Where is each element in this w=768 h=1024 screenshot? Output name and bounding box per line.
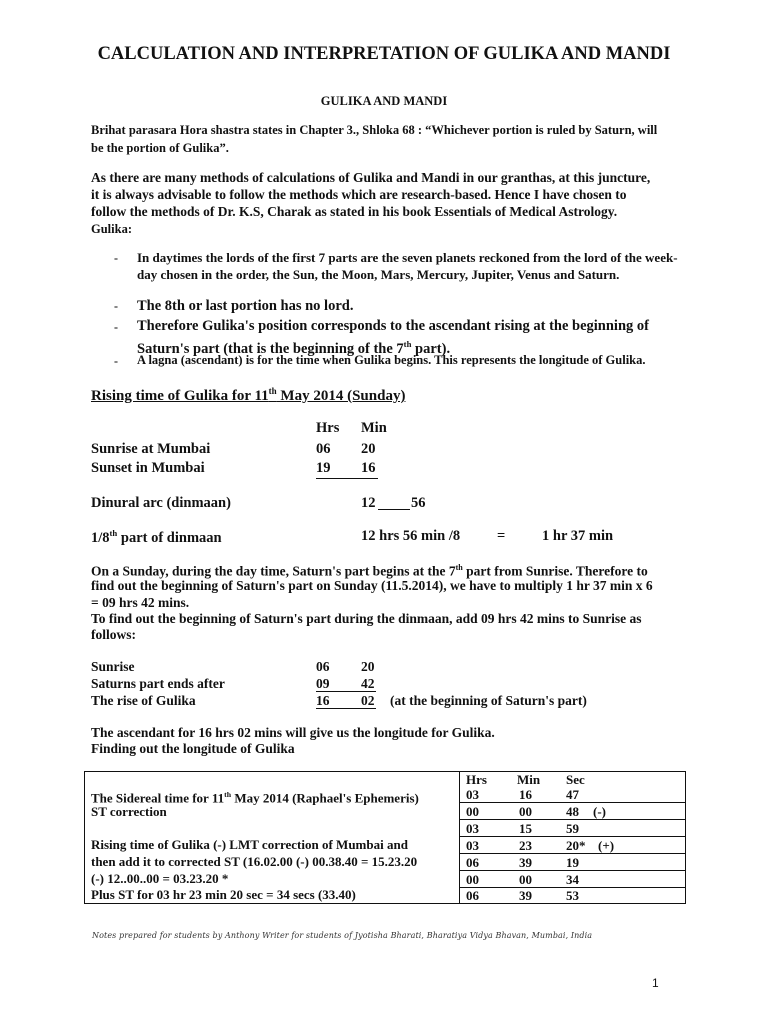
sidereal-row-3-sec: 59	[566, 821, 579, 836]
sidereal-col-sec: Sec	[566, 772, 585, 787]
sunset-label: Sunset in Mumbai	[91, 460, 205, 476]
bullet-dash: -	[114, 299, 118, 313]
bullet-eighth-portion: The 8th or last portion has no lord.	[137, 298, 354, 314]
sidereal-row-2-note: (-)	[593, 804, 606, 819]
sidereal-row-6-hrs: 00	[466, 872, 479, 887]
ordinal-suffix: th	[109, 528, 118, 538]
sidereal-left-line-2: ST correction	[91, 804, 167, 819]
sunday-line-2: find out the beginning of Saturn's part on Sunday (11.5.2014), we have to multiply 1 hr 37 min x 6	[91, 578, 653, 593]
sunday-line-4: To find out the beginning of Saturn's part during the dinmaan, add 09 hrs 42 mins to Sunrise as	[91, 611, 642, 626]
sunday-line-1-post: part from Sunrise. Therefore to	[462, 563, 648, 579]
bullet-gulika-position-line-2: Saturn's part (that is the beginning of the 7	[137, 340, 404, 357]
dinural-min: 56	[411, 495, 426, 511]
sidereal-row-2-min: 00	[519, 804, 532, 819]
bullet-dash: -	[114, 354, 118, 368]
sidereal-row-7-min: 39	[519, 888, 532, 903]
rise-row-saturn-min: 42	[361, 676, 375, 691]
sidereal-left-1-post: May 2014 (Raphael's Ephemeris)	[231, 790, 419, 806]
sidereal-row-1-min: 16	[519, 787, 532, 802]
dinural-underline	[378, 509, 410, 510]
sidereal-row-2-sec: 48	[566, 804, 579, 819]
sidereal-row-7-hrs: 06	[466, 888, 479, 903]
rise-row-gulika-note: (at the beginning of Saturn's part)	[390, 693, 587, 708]
sidereal-row-6-min: 00	[519, 872, 532, 887]
sidereal-row-4-min: 23	[519, 838, 532, 853]
rising-heading-pre: Rising time of Gulika for 11	[91, 388, 269, 404]
rise-result-underline	[316, 708, 376, 709]
rise-row-gulika-min: 02	[361, 693, 375, 708]
sidereal-col-min: Min	[517, 772, 541, 787]
rise-sum-underline	[316, 691, 376, 692]
gulika-label: Gulika:	[91, 222, 132, 236]
sidereal-row-4-hrs: 03	[466, 838, 479, 853]
sunset-min: 16	[361, 460, 376, 476]
sunday-line-1	[91, 560, 648, 580]
rise-row-sunrise-label: Sunrise	[91, 659, 135, 674]
intro-line-3: follow the methods of Dr. K.S, Charak as stated in his book Essentials of Medical Astrology.	[91, 204, 618, 219]
rise-row-gulika-hrs: 16	[316, 693, 330, 708]
rise-row-gulika-label: The rise of Gulika	[91, 693, 196, 708]
ordinal-suffix: th	[224, 790, 232, 799]
bullet-gulika-position-line-2-end: part).	[411, 340, 451, 357]
sidereal-row-5-sec: 19	[566, 855, 579, 870]
bullet-lagna: A lagna (ascendant) is for the time when Gulika begins. This represents the longitude of Gulika.	[137, 353, 646, 367]
sidereal-left-line-3: Rising time of Gulika (-) LMT correction of Mumbai and	[91, 837, 408, 852]
bullet-dash: -	[114, 320, 118, 334]
sidereal-row-5-hrs: 06	[466, 855, 479, 870]
eighth-pre: 1/8	[91, 529, 110, 546]
sidereal-left-line-5: (-) 12..00..00 = 03.23.20 *	[91, 871, 229, 886]
sidereal-row-1-hrs: 03	[466, 787, 479, 802]
ordinal-suffix: th	[403, 339, 412, 349]
sunset-hrs: 19	[316, 460, 331, 476]
sidereal-row-6-sec: 34	[566, 872, 579, 887]
sunday-line-1-pre: On a Sunday, during the day time, Saturn's part begins at the 7	[91, 563, 456, 579]
bullet-gulika-position-line-1: Therefore Gulika's position corresponds to the ascendant rising at the beginning of	[137, 318, 649, 334]
rise-row-saturn-hrs: 09	[316, 676, 330, 691]
eighth-post: part of dinmaan	[117, 529, 222, 546]
footer-note: Notes prepared for students by Anthony Writer for students of Jyotisha Bharati, Bharatiya Vidya Bhavan, Mumbai, India	[92, 931, 593, 940]
sidereal-row-4-sec: 20*	[566, 838, 586, 853]
sidereal-row-1-sec: 47	[566, 787, 579, 802]
col-header-min: Min	[361, 420, 387, 436]
sidereal-row-3-min: 15	[519, 821, 532, 836]
eighth-part-label	[91, 528, 222, 547]
equals-sign: =	[497, 528, 506, 544]
dinural-label: Dinural arc (dinmaan)	[91, 495, 231, 511]
dinural-hrs: 12	[361, 495, 376, 511]
col-header-hrs: Hrs	[316, 420, 340, 436]
sidereal-row-2-hrs: 00	[466, 804, 479, 819]
rise-row-sunrise-hrs: 06	[316, 659, 330, 674]
ascendant-line-2: Finding out the longitude of Gulika	[91, 741, 295, 756]
sunday-line-3: = 09 hrs 42 mins.	[91, 595, 190, 610]
intro-line-1: As there are many methods of calculations of Gulika and Mandi in our granthas, at this juncture,	[91, 170, 651, 185]
page-title: CALCULATION AND INTERPRETATION OF GULIKA AND MANDI	[97, 44, 671, 64]
sunrise-hrs: 06	[316, 441, 331, 457]
bullet-daytime-lords: In daytimes the lords of the first 7 parts are the seven planets reckoned from the lord of the week-day chosen in the order, the Sun, the Moon, Mars, Mercury, Jupiter, Venus and Saturn.	[137, 250, 678, 282]
ordinal-suffix: th	[268, 386, 277, 396]
quote-line-1: Brihat parasara Hora shastra states in Chapter 3., Shloka 68 : “Whichever portion is ruled by Saturn, will	[91, 123, 658, 137]
sunrise-min: 20	[361, 441, 376, 457]
rise-row-saturn-label: Saturns part ends after	[91, 676, 225, 691]
rise-row-sunrise-min: 20	[361, 659, 375, 674]
intro-line-2: it is always advisable to follow the methods which are research-based. Hence I have chosen to	[91, 187, 627, 202]
sidereal-row-7-sec: 53	[566, 888, 579, 903]
quote-line-2: be the portion of Gulika”.	[91, 141, 229, 155]
bullet-dash: -	[114, 251, 118, 265]
sunrise-label: Sunrise at Mumbai	[91, 441, 211, 457]
eighth-result: 1 hr 37 min	[542, 528, 614, 544]
page-number: 1	[652, 976, 659, 990]
sidereal-row-4-note: (+)	[598, 838, 615, 853]
ordinal-suffix: th	[455, 563, 463, 572]
rising-heading-post: May 2014 (Sunday)	[276, 388, 406, 404]
sidereal-left-line-4: then add it to corrected ST (16.02.00 (-) 00.38.40 = 15.23.20	[91, 854, 418, 869]
sum-underline	[316, 478, 378, 479]
sidereal-row-5-min: 39	[519, 855, 532, 870]
sidereal-table-divider	[459, 771, 460, 904]
eighth-calc: 12 hrs 56 min /8	[361, 528, 461, 544]
sidereal-left-line-6: Plus ST for 03 hr 23 min 20 sec = 34 secs (33.40)	[91, 887, 356, 902]
ascendant-line-1: The ascendant for 16 hrs 02 mins will give us the longitude for Gulika.	[91, 725, 495, 740]
sunday-line-5: follows:	[91, 627, 136, 642]
section-subtitle: GULIKA AND MANDI	[320, 94, 448, 108]
rising-time-heading	[91, 386, 405, 405]
sidereal-left-1-pre: The Sidereal time for 11	[91, 790, 225, 806]
sidereal-row-3-hrs: 03	[466, 821, 479, 836]
sidereal-col-hrs: Hrs	[466, 772, 487, 787]
